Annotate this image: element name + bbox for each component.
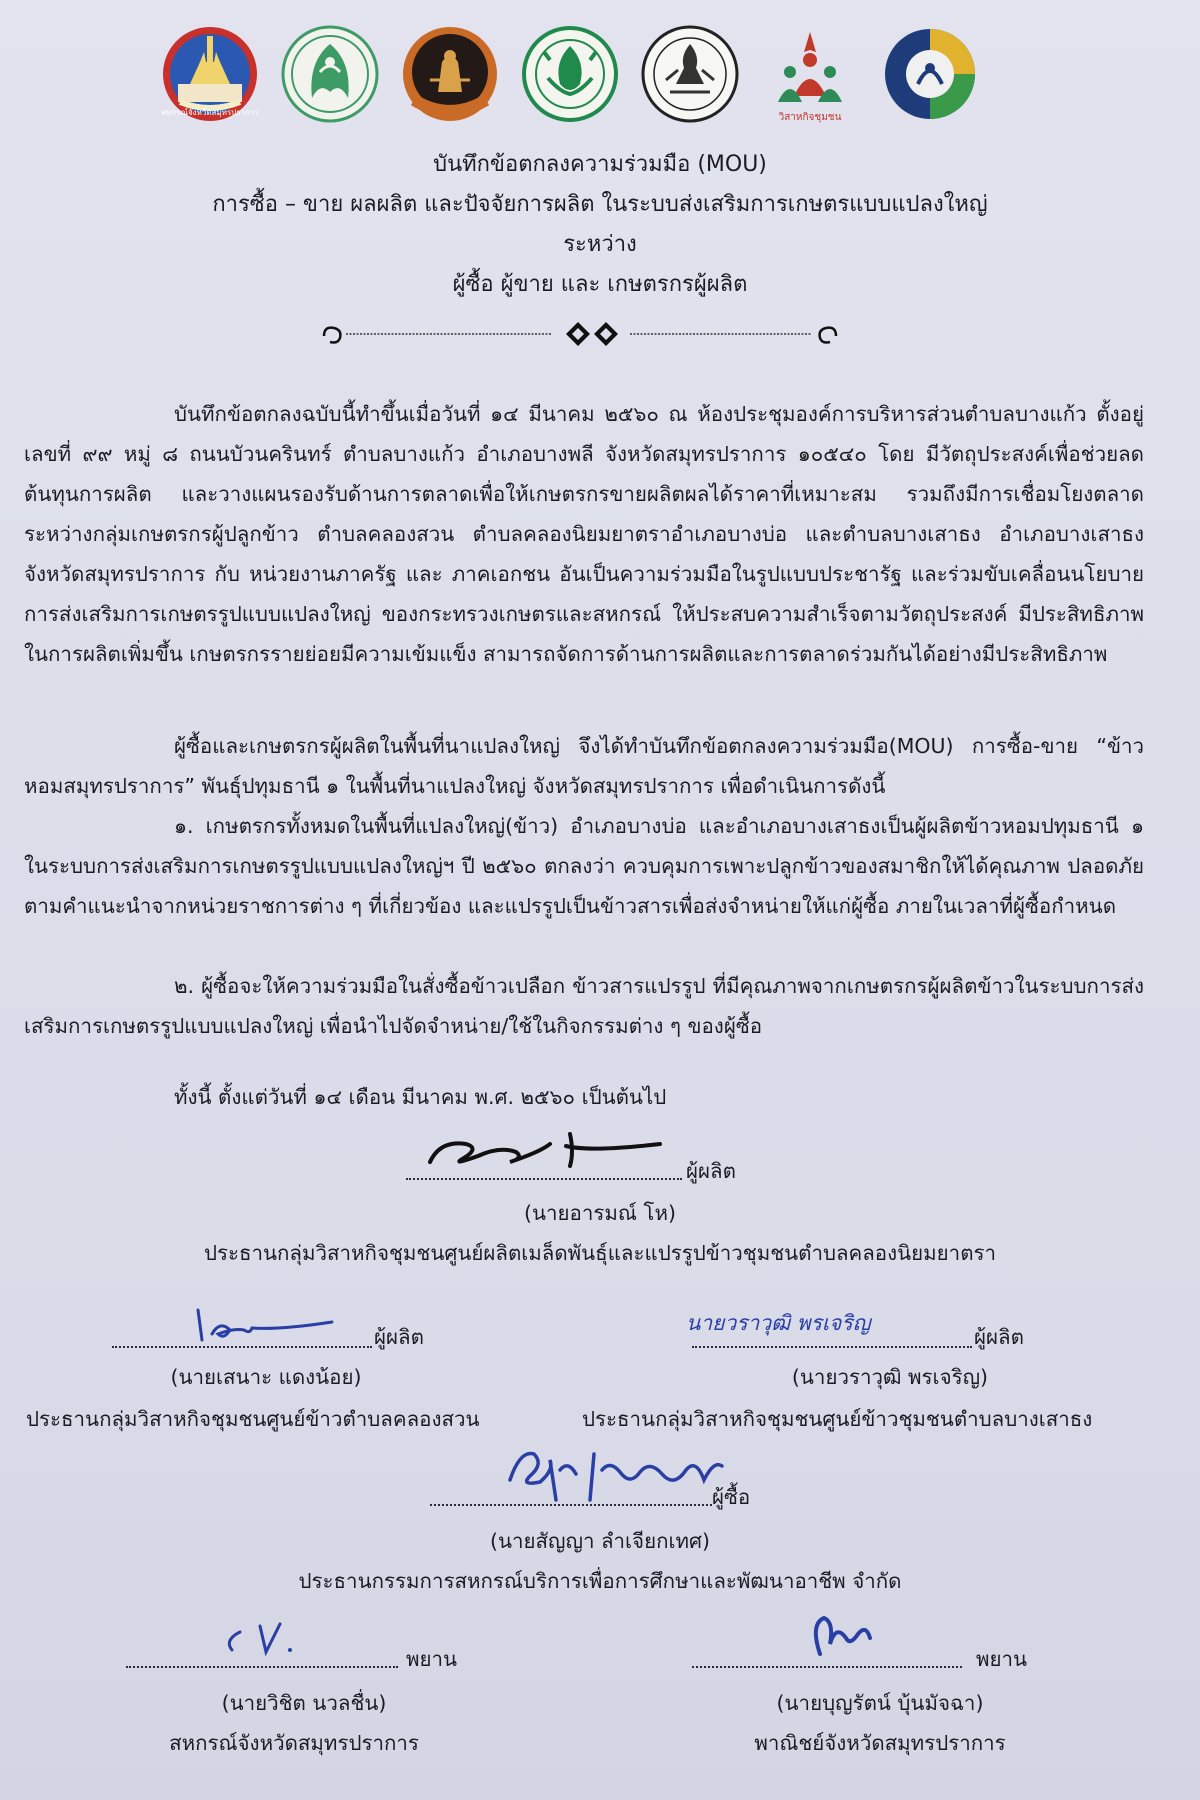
doc-parties: ผู้ซื้อ ผู้ขาย และ เกษตรกรผู้ผลิต: [452, 272, 748, 297]
signature-producer-right: นายวราวุฒิ พรเจริญ: [686, 1311, 871, 1335]
role-producer: ผู้ผลิต: [374, 1325, 424, 1349]
paragraph-intro: บันทึกข้อตกลงฉบับนี้ทำขึ้นเมื่อวันที่ ๑๔ มีนาคม ๒๕๖๐ ณ ห้องประชุมองค์การบริหารส่วนตำบลบางแก้ว ตั้งอยู่เลขที่ ๙๙ หมู่ ๘ ถนนบัวนครินทร์ ตำบลบางแก้ว อำเภอบางพลี จังหวัดสมุทรปราการ ๑๐๕๔๐ โดย มีวัตถุประสงค์เพื่อช่วยลดต้นทุนการผลิต และวางแผนรองรับด้านการตลาดเพื่อให้เกษตรกรขายผลิตผลได้ราคาที่เหมาะสม รวมถึงมีการเชื่อมโยงตลาดระหว่างกลุ่มเกษตรกรผู้ปลูกข้าว ตำบลคลองสวน ตำบลคลองนิยมยาตราอำเภอบางบ่อ และตำบลบางเสาธง อำเภอบางเสาธง จังหวัดสมุทรปราการ กับ หน่วยงานภาครัฐ และ ภาคเอกชน อันเป็นความร่วมมือในรูปแบบประชารัฐ และร่วมขับเคลื่อนนโยบายการส่งเสริมการเกษตรรูปแบบแปลงใหญ่ ของกระทรวงเกษตรและสหกรณ์ ให้ประสบความสำเร็จตามวัตถุประสงค์ มีประสิทธิภาพในการผลิตเพิ่มขึ้น เกษตรกรรายย่อยมีความเข้มแข็ง สามารถจัดการด้านการผลิตและการตลาดร่วมกันได้อย่างมีประสิทธิภาพ: [24, 402, 1144, 666]
name-producer-left: (นายเสนาะ แดงน้อย): [170, 1365, 362, 1389]
name-witness-left: (นายวิชิต นวลชื่น): [221, 1691, 387, 1715]
signature-witness-right: [800, 1604, 890, 1664]
signature-producer-main: [420, 1122, 670, 1182]
name-producer-right: (นายวราวุฒิ พรเจริญ): [791, 1365, 989, 1389]
clause-1: ๑. เกษตรกรทั้งหมดในพื้นที่แปลงใหญ่(ข้าว) อำเภอบางบ่อ และอำเภอบางเสาธงเป็นผู้ผลิตข้าวหอมปทุมธานี ๑ ในระบบการส่งเสริมการเกษตรรูปแบบแปลงใหญ่ฯ ปี ๒๕๖๐ ตกลงว่า ควบคุมการเพาะปลูกข้าวของสมาชิกให้ได้คุณภาพ ปลอดภัย ตามคำแนะนำจากหน่วยราชการต่าง ๆ ที่เกี่ยวข้อง และแปรรูปเป็นข้าวสารเพื่อส่งจำหน่ายให้แก่ผู้ซื้อ ภายในเวลาที่ผู้ซื้อกำหนด: [24, 814, 1144, 918]
clause-2: ๒. ผู้ซื้อจะให้ความร่วมมือในสั่งซื้อข้าวเปลือก ข้าวสารแปรรูป ที่มีคุณภาพจากเกษตรกรผู้ผลิตข้าวในระบบการส่งเสริมการเกษตรรูปแบบแปลงใหญ่ เพื่อนำไปจัดจำหน่าย/ใช้ในกิจกรรมต่าง ๆ ของผู้ซื้อ: [24, 974, 1144, 1038]
provincial-office-seal-icon: [160, 22, 260, 126]
logo-caption: วิสาหกิจชุมชน: [778, 112, 842, 123]
cooperative-logo-icon: [880, 22, 980, 126]
doc-subtitle: การซื้อ – ขาย ผลผลิต และปัจจัยการผลิต ในระบบส่งเสริมการเกษตรแบบแปลงใหญ่: [212, 192, 988, 217]
signature-producer-left: [190, 1300, 340, 1350]
seal-caption: สหกรณ์จังหวัดสมุทรปราการ: [161, 108, 259, 117]
signature-buyer: [490, 1430, 730, 1510]
community-enterprise-logo-icon: [760, 22, 860, 126]
role-buyer: ผู้ซื้อ: [712, 1485, 751, 1509]
ornamental-divider-icon: [320, 318, 840, 348]
role-producer: ผู้ผลิต: [974, 1325, 1024, 1349]
role-producer: ผู้ผลิต: [686, 1159, 736, 1183]
title-buyer: ประธานกรรมการสหกรณ์บริการเพื่อการศึกษาและพัฒนาอาชีพ จำกัด: [298, 1569, 902, 1593]
signature-line: [430, 1504, 712, 1506]
signature-witness-left: [210, 1612, 340, 1662]
signature-line: [692, 1346, 972, 1348]
title-producer-left: ประธานกลุ่มวิสาหกิจชุมชนศูนย์ข้าวตำบลคลองสวน: [26, 1407, 480, 1431]
agriculture-ministry-seal-icon: [280, 22, 380, 126]
title-witness-right: พาณิชย์จังหวัดสมุทรปราการ: [754, 1731, 1006, 1755]
commerce-ministry-seal-icon: [400, 22, 500, 126]
role-witness: พยาน: [976, 1647, 1028, 1671]
name-producer-main: (นายอารมณ์ โห): [524, 1201, 676, 1225]
title-producer-main: ประธานกลุ่มวิสาหกิจชุมชนศูนย์ผลิตเมล็ดพันธุ์และแปรรูปข้าวชุมชนตำบลคลองนิยมยาตรา: [203, 1241, 997, 1265]
signature-line: [406, 1178, 682, 1180]
title-producer-right: ประธานกลุ่มวิสาหกิจชุมชนศูนย์ข้าวชุมชนตำบลบางเสาธง: [582, 1407, 1093, 1431]
signature-line: [126, 1666, 398, 1668]
extension-department-seal-icon: [640, 22, 740, 126]
logo-row: [160, 22, 1000, 134]
name-buyer: (นายสัญญา ลำเจียกเทศ): [489, 1529, 711, 1553]
role-witness: พยาน: [406, 1647, 458, 1671]
name-witness-right: (นายบุญรัตน์ บุ้นมัจฉา): [776, 1691, 984, 1715]
agricultural-extension-seal-icon: [520, 22, 620, 126]
doc-title: บันทึกข้อตกลงความร่วมมือ (MOU): [433, 152, 767, 177]
effective-date: ทั้งนี้ ตั้งแต่วันที่ ๑๔ เดือน มีนาคม พ.ศ. ๒๕๖๐ เป็นต้นไป: [174, 1085, 667, 1109]
signature-line: [692, 1666, 962, 1668]
title-witness-left: สหกรณ์จังหวัดสมุทรปราการ: [169, 1731, 419, 1755]
paragraph-agreement: ผู้ซื้อและเกษตรกรผู้ผลิตในพื้นที่นาแปลงใหญ่ จึงได้ทำบันทึกข้อตกลงความร่วมมือ(MOU) การซื้อ-ขาย “ข้าวหอมสมุทรปราการ” พันธุ์ปทุมธานี ๑ ในพื้นที่นาแปลงใหญ่ จังหวัดสมุทรปราการ เพื่อดำเนินการดังนี้: [24, 734, 1144, 798]
doc-between: ระหว่าง: [563, 232, 637, 257]
signature-line: [112, 1346, 372, 1348]
